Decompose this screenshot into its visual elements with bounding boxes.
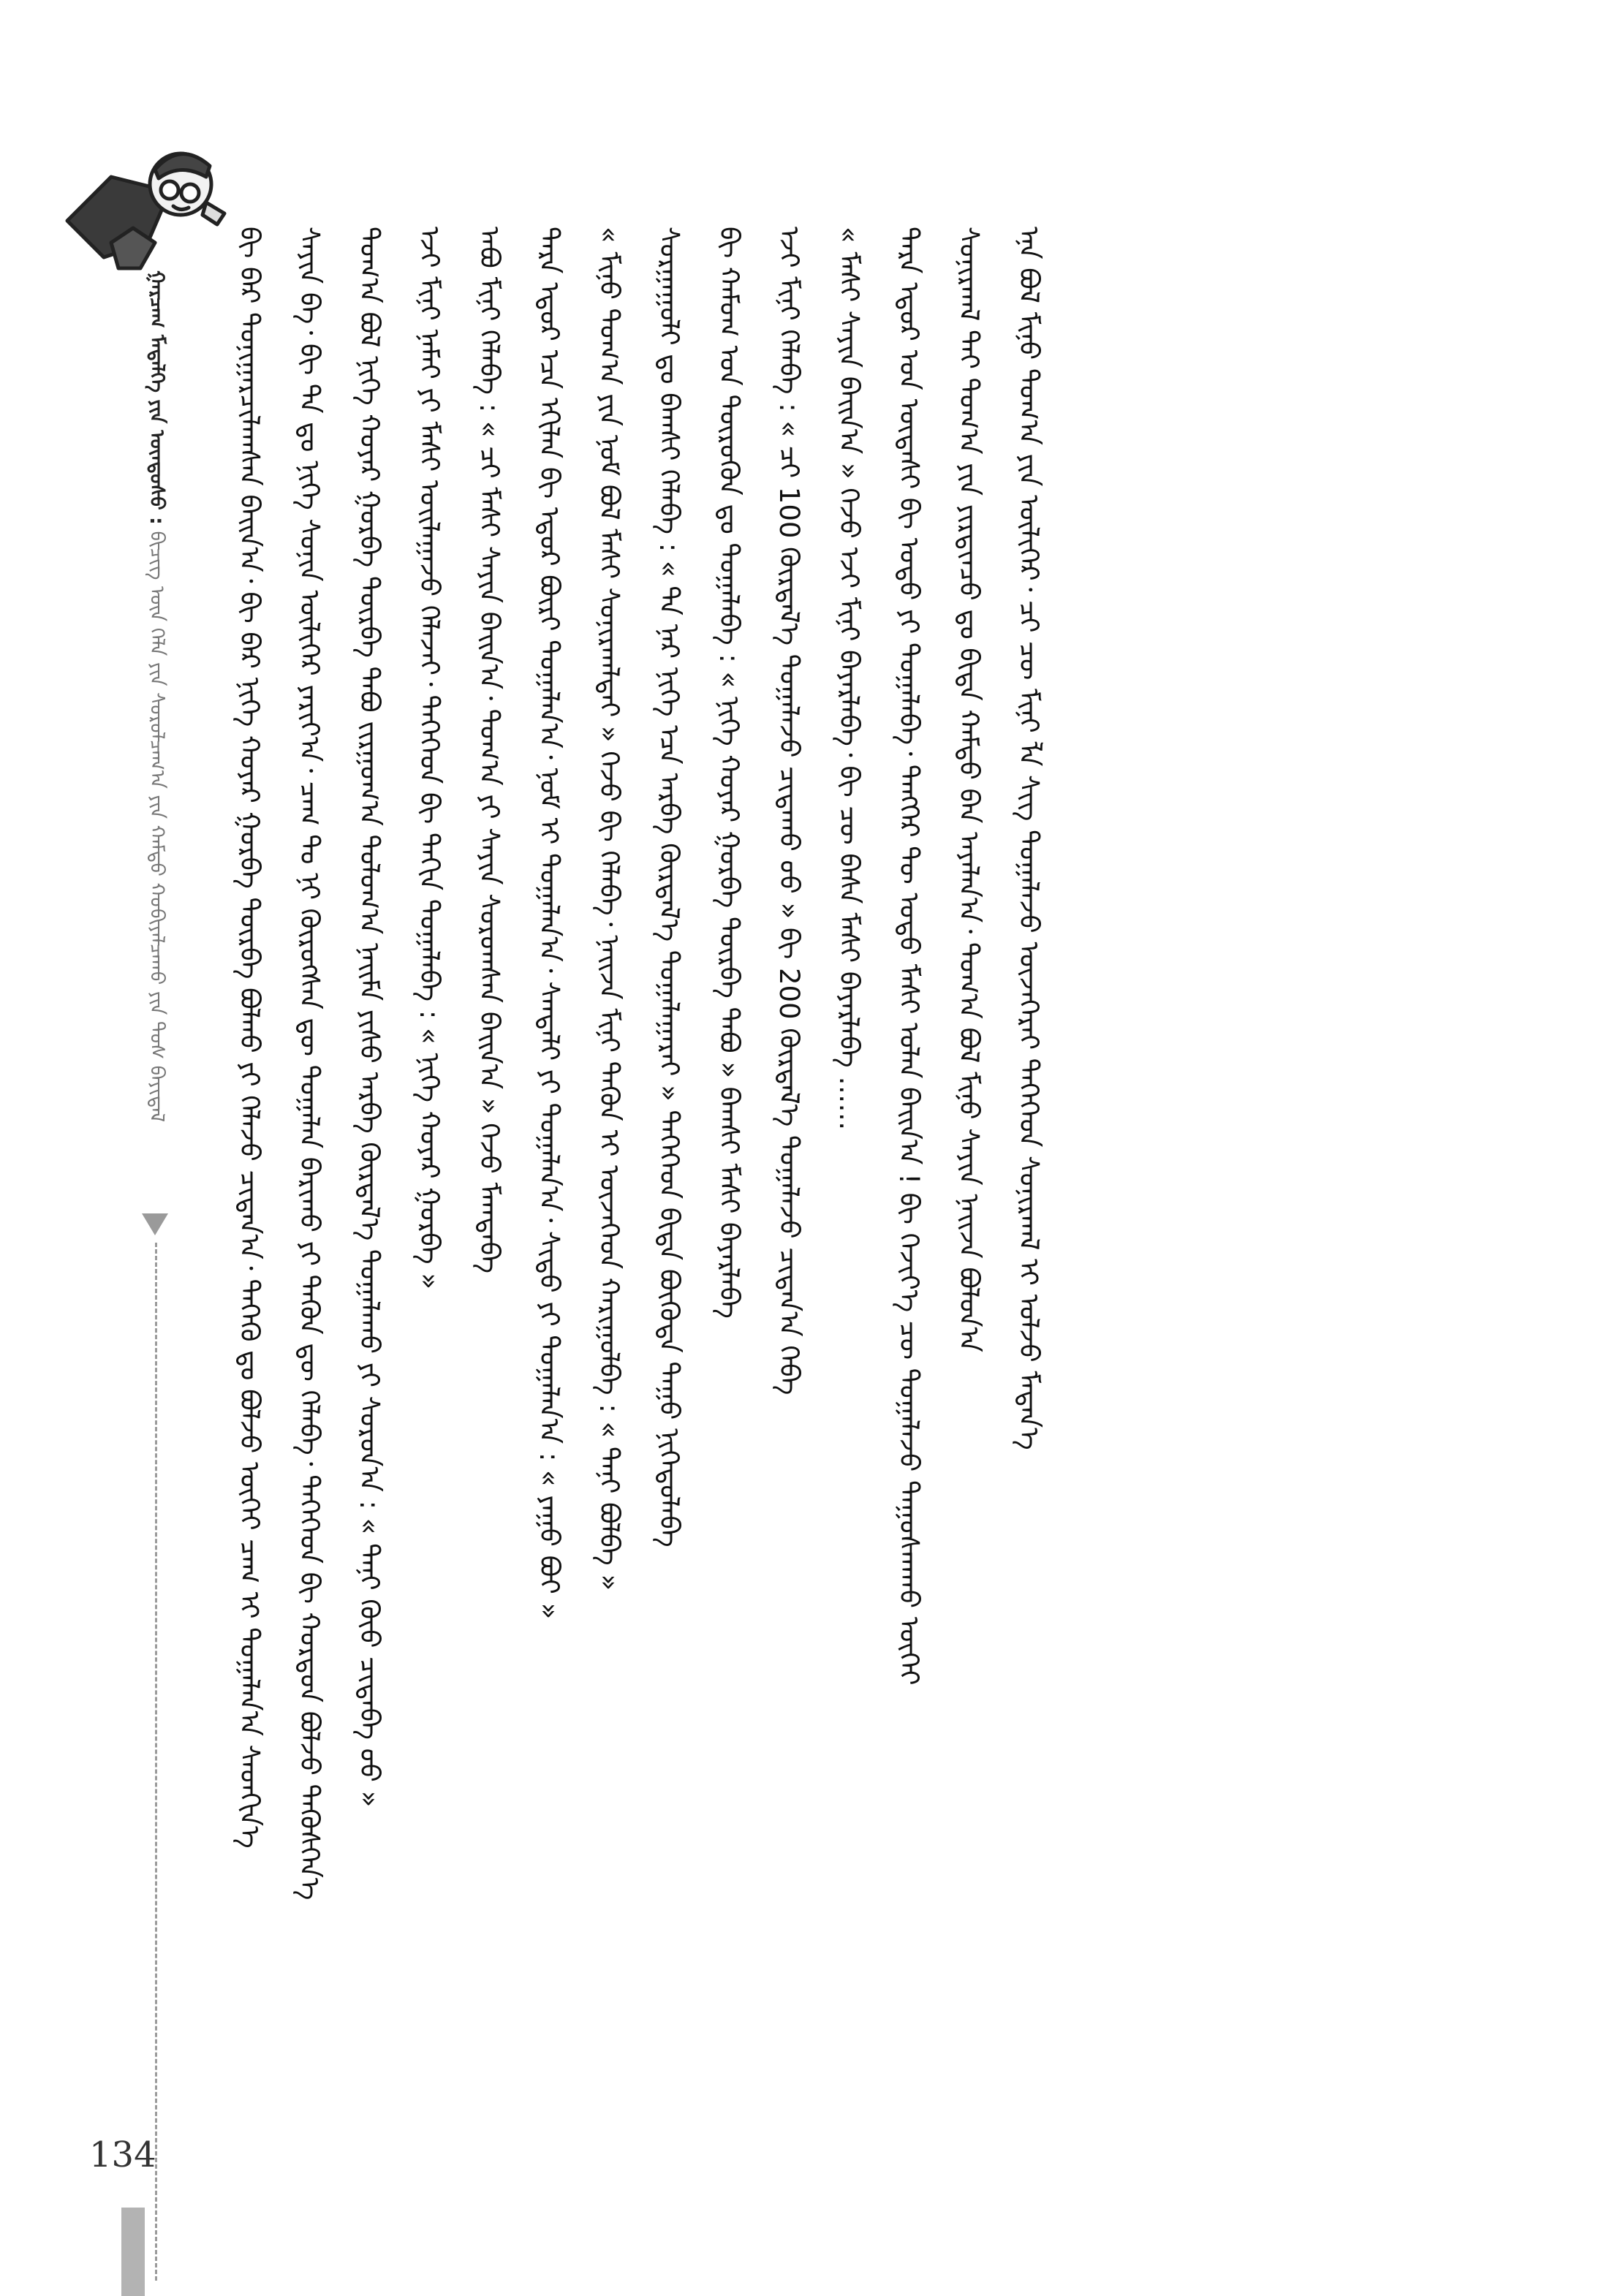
running-head-subtitle: ᠪᠢᠴᠢᠭ᠌ ᠦᠨ ᠬᠡᠯᠡ ᠶᠢᠨ ᠰᠤᠷᠤᠯᠴᠠᠭ᠎ᠠ ᠶᠢᠨ ᠬᠠᠮᠲᠤ ᠬᠤᠪᠢᠶᠠᠯᠴᠠᠬᠤ ᠶᠢᠨ ᠲᠤᠰ ᠪᠠᠶᠢᠳᠠᠯ [145,531,168,1123]
text-line: ᠲᠣᠭ᠎ᠠ ᠪᠣᠯ ᠨᠢᠭᠡ ᠬᠤᠶᠠᠷ ᠭᠤᠷᠪᠠ ᠳᠦᠷᠪᠡ ᠲᠠᠪᠤ ᠵᠢᠷᠭᠤᠭ᠎ᠠ ᠳᠣᠯᠣᠭ᠎ᠠ ᠨᠠᠢᠮᠠ ᠶᠢᠰᠦ ᠠᠷᠪᠠ ᠬᠦᠷᠲᠡᠯ᠎ᠡ ᠲᠣᠭᠠᠯᠠᠬᠤ ᠶᠢ ᠰᠤᠷᠤᠨ᠎ᠠ : « ᠲᠠᠨᠢ ᠬᠦᠦ ᠴᠢᠳᠠᠪᠠ ᠦᠦ » [354,227,385,1808]
text-line: ᠰᠤᠷᠭᠠᠭᠤᠯᠢ ᠳᠤ ᠪᠠᠭᠰᠢ ᠬᠡᠯᠡᠪᠡ : « ᠲᠠ ᠨᠠᠷ ᠨᠢᠭᠡ ᠡᠴᠡ ᠠᠷᠪᠠ ᠬᠦᠷᠲᠡᠯ᠎ᠡ ᠲᠣᠭᠠᠯᠠᠭᠠᠷᠠᠢ » ᠲᠡᠭᠡᠭᠡᠳ ᠪᠢᠳᠡ ᠪᠦᠭᠦᠳᠡ ᠳᠠᠭᠤ ᠨᠢᠭᠡᠳᠦᠯᠡᠪᠡ [654,227,685,1547]
page-number: 134 [89,2134,156,2175]
text-line: ᠠᠪᠤ ᠮᠢᠨᠢ ᠬᠡᠯᠡᠪᠡ : « ᠴᠢ ᠮᠠᠰᠢ ᠰᠠᠶᠢᠨ ᠪᠠᠢᠨ᠎ᠠ᠂ ᠲᠣᠭ᠎ᠠ ᠶᠢ ᠰᠠᠶᠢᠨ ᠰᠤᠷᠤᠭᠰᠠᠨ ᠪᠠᠢᠨ᠎ᠠ » ᠭᠡᠵᠦ ᠮᠠᠭᠲᠠᠪᠠ [474,227,505,1274]
text-line: ᠪᠢ ᠬᠠᠮᠤᠭ ᠤᠨ ᠲᠦᠷᠦᠭᠦᠨ ᠳᠤ ᠲᠣᠭᠠᠯᠠᠪᠠ : « ᠨᠢᠭᠡ ᠬᠤᠶᠠᠷ ᠭᠤᠷᠪᠠ ᠳᠦᠷᠪᠡ ᠲᠠᠪᠤ » ᠪᠠᠭᠰᠢ ᠮᠠᠰᠢ ᠪᠠᠶᠠᠷᠯᠠᠪᠠ [714,227,745,1319]
flying-kid-mascot-illustration [60,133,228,279]
text-line: « ᠮᠢᠨᠤ ᠲᠣᠭ᠎ᠠ ᠶᠢᠨ ᠨᠣᠮ ᠪᠣᠯ ᠮᠠᠰᠢ ᠰᠤᠨᠢᠷᠬᠠᠯᠲᠠᠢ » ᠭᠡᠵᠦ ᠪᠢ ᠬᠡᠯᠡᠪᠡ᠂ ᠨᠠᠢᠵᠠ ᠮᠢᠨᠢ ᠲᠡᠭᠦᠨ ᠢ ᠦᠵᠡᠭᠡᠳ ᠬᠠᠷᠢᠭᠤᠯᠪᠠ : « ᠲᠠᠨᠢ ᠪᠣᠯᠪᠠ » [594,227,625,1591]
body-paragraph [219,227,1462,2156]
text-line: ᠲᠡᠷᠡ ᠡᠳᠦᠷ ᠤᠨ ᠦᠳᠡᠰᠢ ᠪᠢ ᠣᠳᠣ ᠶᠢ ᠲᠣᠭᠠᠯᠠᠪᠠ᠂ ᠲᠡᠩᠭᠡᠷ ᠲᠦ ᠣᠳᠣ ᠮᠠᠰᠢ ᠣᠯᠠᠨ ᠪᠠᠢᠨ᠎ᠠ ! ᠪᠢ ᠬᠡᠵᠢᠶ᠎ᠡ ᠴᠦ ᠲᠣᠭᠠᠯᠠᠵᠤ ᠳᠠᠭᠤᠰᠬᠠᠬᠤ ᠦᠭᠡᠢ [893,227,925,1686]
text-line: ᠡᠵᠢ ᠮᠢᠨᠢ ᠬᠡᠯᠡᠪᠡ : « ᠴᠢ 100 ᠬᠦᠷᠲᠡᠯ᠎ᠡ ᠲᠣᠭᠠᠯᠠᠵᠤ ᠴᠢᠳᠠᠬᠤ ᠦᠦ » ᠪᠢ 200 ᠬᠦᠷᠲᠡᠯ᠎ᠡ ᠲᠣᠭᠠᠯᠠᠵᠤ ᠴᠢᠳᠠᠨ᠎ᠠ ᠭᠡᠪᠡ [773,227,805,1395]
dotted-divider [155,1243,157,2281]
text-line: ᠡᠵᠢ ᠮᠢᠨᠢ ᠨᠠᠮᠠᠢ ᠶᠢ ᠮᠠᠰᠢ ᠣᠢᠯᠠᠭᠠᠵᠤ ᠬᠡᠯᠡᠵᠡᠢ᠂ ᠲᠡᠭᠡᠭᠡᠳ ᠪᠢ ᠳᠠᠬᠢᠨ ᠲᠣᠭᠠᠯᠠᠪᠠ : « ᠨᠢᠭᠡ ᠬᠤᠶᠠᠷ ᠭᠤᠷᠪᠠ » [414,227,445,1290]
triangle-marker-icon [142,1213,168,1235]
text-line: ᠰᠣᠨᠢᠷᠬᠠᠯ ᠲᠠᠢ ᠲᠣᠭ᠎ᠠ ᠶᠢᠨ ᠶᠢᠷᠲᠢᠨᠴᠦ ᠳᠤ ᠪᠢᠳᠡ ᠬᠠᠮᠲᠤ ᠪᠡᠨ ᠠᠶᠠᠯᠠᠨ᠎ᠠ᠂ ᠲᠣᠭ᠎ᠠ ᠪᠣᠯ ᠮᠢᠨᠤ ᠰᠠᠶᠢᠨ ᠨᠠᠢᠵᠠ ᠪᠣᠯᠤᠨ᠎ᠠ [953,227,985,1352]
text-line: ᠡᠨᠡ ᠪᠣᠯ ᠮᠢᠨᠤ ᠲᠣᠭ᠎ᠠ ᠶᠢᠨ ᠦᠯᠢᠭᠡᠷ᠂ ᠴᠢ ᠴᠦ ᠮᠢᠨᠢ ᠯᠡ ᠰᠢᠭ ᠲᠣᠭᠠᠯᠠᠵᠤ ᠦᠵᠡᠭᠡᠷᠡᠢ ᠲᠡᠭᠡᠭᠡᠳ ᠰᠤᠨᠢᠷᠬᠠᠯ ᠢ ᠣᠯᠵᠤ ᠮᠡᠳᠡᠨ᠎ᠡ [1013,227,1045,1450]
running-head-title: ᠭᠠᠷᠴᠠᠭ ᠮᠡᠳᠡᠯᠭᠡ ᠶᠢᠨ ᠦᠨᠳᠦᠰᠦ : [145,270,168,525]
text-line: ᠲᠡᠷᠡ ᠡᠳᠦᠷ ᠡᠴᠡ ᠡᠬᠢᠯᠡᠨ ᠪᠢ ᠡᠳᠦᠷ ᠪᠦᠷᠢ ᠲᠣᠭᠠᠯᠠᠨ᠎ᠠ᠂ ᠨᠣᠮ ᠢ ᠲᠣᠭᠠᠯᠠᠨ᠎ᠠ᠂ ᠰᠠᠨᠳᠠᠯᠢ ᠶᠢ ᠲᠣᠭᠠᠯᠠᠨ᠎ᠠ᠂ ᠰᠢᠲᠦ ᠶᠢ ᠲᠣᠭᠠᠯᠠᠨ᠎ᠠ : « ᠶᠠᠭᠤ ᠪᠤᠢ » [534,227,565,1620]
text-line: ᠰᠠᠶᠢᠨ ᠪᠡ᠂ ᠪᠢ ᠲᠠ ᠳᠤ ᠨᠢᠭᠡ ᠰᠣᠨᠢᠨ ᠦᠯᠢᠭᠡᠷ ᠶᠠᠷᠢᠶ᠎ᠠ᠂ ᠴᠠᠭ ᠲᠤ ᠨᠢ ᠬᠦᠷᠦᠭᠰᠡᠨ ᠳᠦ ᠲᠣᠭᠠᠯᠠᠨ ᠪᠠᠷᠢᠬᠤ ᠶᠢ ᠲᠡᠭᠦᠨ ᠳᠦ ᠬᠡᠯᠡᠪᠡ᠂ ᠲᠡᠭᠡᠭᠡᠳ ᠪᠢ ᠬᠤᠷᠳᠤᠨ ᠪᠣᠯᠵᠤ ᠲᠡᠭᠦᠰᠭᠡᠨ᠎ᠡ [294,227,325,1901]
text-line: « ᠮᠠᠰᠢ ᠰᠠᠶᠢᠨ ᠪᠠᠢᠨ᠎ᠠ » ᠭᠡᠵᠦ ᠡᠵᠢ ᠮᠢᠨᠢ ᠪᠠᠶᠠᠷᠯᠠᠪᠠ᠂ ᠪᠢ ᠴᠦ ᠪᠠᠰᠠ ᠮᠠᠰᠢ ᠪᠠᠶᠠᠷᠯᠠᠪᠠ …… [833,227,865,1131]
running-head [140,270,173,1199]
text-line: ᠪᠢ ᠪᠡᠷ ᠲᠤᠨᠢᠭᠠᠷᠴᠢᠯᠠᠭᠰᠠᠨ ᠪᠠᠢᠨ᠎ᠠ᠂ ᠪᠢ ᠪᠡᠷ ᠨᠢᠭᠡ ᠬᠤᠶᠠᠷ ᠭᠤᠷᠪᠠ ᠳᠦᠷᠪᠡ ᠪᠣᠯᠬᠤ ᠶᠢ ᠬᠡᠯᠡᠵᠦ ᠴᠢᠳᠠᠨ᠎ᠠ᠂ ᠲᠡᠭᠡᠬᠦ ᠳᠤ ᠪᠣᠯᠵᠤ ᠦᠭᠡᠢ ᠴᠠᠭ ᠢ ᠲᠣᠭᠠᠯᠠᠨ᠎ᠠ ᠰᠡᠳᠬᠢᠨ᠎ᠡ [234,227,265,1849]
page-edge-tab [121,2208,145,2296]
